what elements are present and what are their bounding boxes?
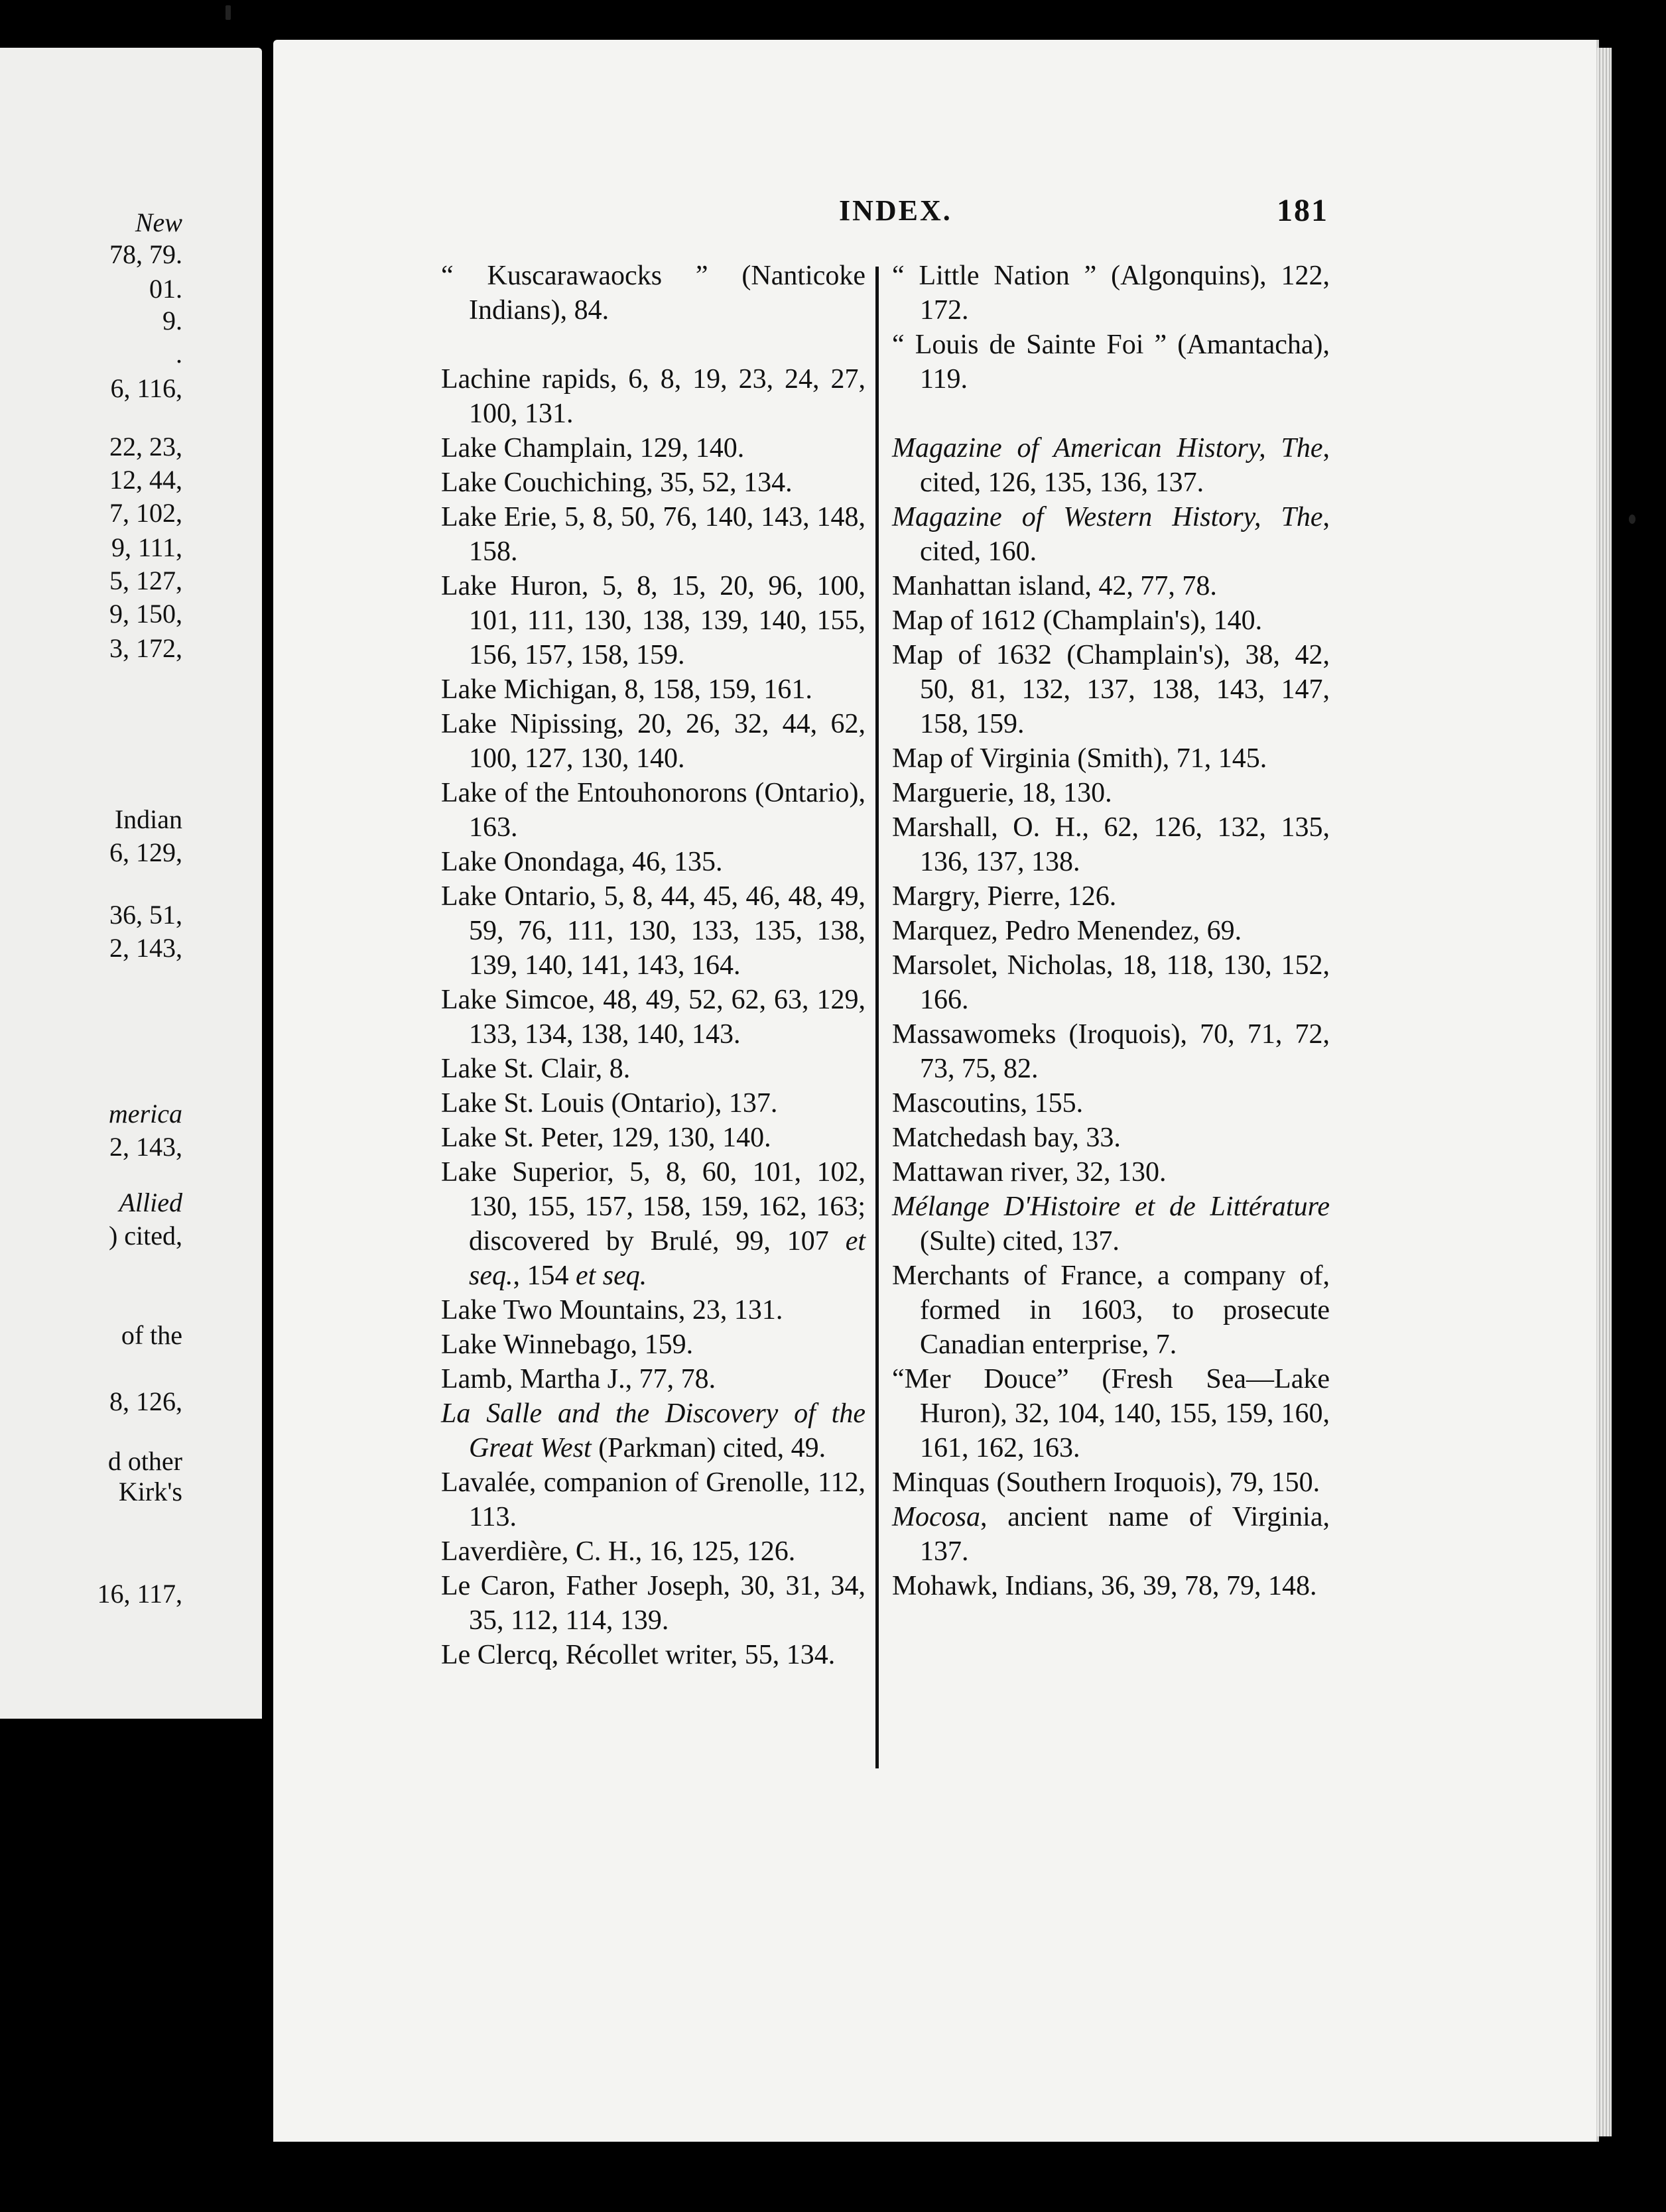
index-entry — [892, 1086, 1330, 1121]
index-entry-text: Mohawk, Indians, 36, 39, 78, 79, 148. — [892, 1571, 1317, 1601]
index-entry-text: Lake Champlain, 129, 140. — [441, 433, 745, 463]
facing-page-text: 6, 116, — [110, 373, 182, 403]
running-head: INDEX. — [839, 194, 952, 227]
index-entry-text: Magazine of American History, The — [892, 433, 1323, 463]
index-entry — [892, 741, 1330, 776]
index-entry — [892, 638, 1330, 741]
index-entry — [441, 672, 865, 707]
index-entry-text: et seq. — [469, 1226, 865, 1291]
facing-page-text: . — [176, 339, 182, 369]
index-entry — [892, 1259, 1330, 1362]
index-entry-text: Margry, Pierre, 126. — [892, 881, 1117, 912]
index-entry — [441, 1155, 865, 1293]
index-entry-text: Marquez, Pedro Menendez, 69. — [892, 916, 1242, 946]
index-entry-text: et seq. — [576, 1260, 647, 1291]
index-entry — [441, 259, 865, 328]
index-entry-text: (Parkman) cited, 49. — [591, 1433, 826, 1463]
index-entry — [892, 1569, 1330, 1603]
index-entry-text: Le Clercq, Récollet writer, 55, 134. — [441, 1640, 836, 1670]
index-entry-text: Lamb, Martha J., 77, 78. — [441, 1364, 716, 1394]
index-entry — [441, 1396, 865, 1465]
index-entry-text: Lake Couchiching, 35, 52, 134. — [441, 467, 793, 498]
column-divider — [875, 267, 879, 1768]
facing-page-text: 2, 143, — [109, 933, 182, 963]
index-entry-text: “ Louis de Sainte Foi ” (Amantacha), 119. — [892, 330, 1330, 395]
print-speck — [1629, 515, 1635, 524]
index-entry — [441, 465, 865, 500]
index-entry — [892, 328, 1330, 397]
facing-page-text: Allied — [119, 1188, 182, 1217]
print-speck — [225, 5, 231, 20]
index-entry — [892, 1190, 1330, 1259]
index-entry — [892, 1362, 1330, 1465]
facing-page-text: of the — [121, 1320, 182, 1350]
index-entry-text: Lake Simcoe, 48, 49, 52, 62, 63, 129, 133, 134, 138, 140, 143. — [441, 985, 865, 1050]
facing-page-text: ) cited, — [108, 1221, 182, 1251]
facing-page-fragment — [0, 48, 262, 1719]
index-entry — [892, 1017, 1330, 1086]
index-entry-text: Mascoutins, 155. — [892, 1088, 1084, 1119]
index-entry-text: , ancient name of Virginia, 137. — [920, 1502, 1330, 1567]
index-entry — [892, 259, 1330, 328]
index-entry — [441, 1465, 865, 1534]
index-entry-text: Marsolet, Nicholas, 18, 118, 130, 152, 166. — [892, 950, 1330, 1015]
index-entry-text: Lake St. Peter, 129, 130, 140. — [441, 1123, 771, 1153]
facing-page-text: Kirk's — [118, 1477, 182, 1506]
index-entry-text: , cited, 126, 135, 136, 137. — [920, 433, 1330, 498]
index-entry-text: “Mer Douce” (Fresh Sea—Lake Huron), 32, 104, 140, 155, 159, 160, 161, 162, 163. — [892, 1364, 1330, 1463]
index-entry — [441, 1569, 865, 1638]
index-entry-text: Lake Winnebago, 159. — [441, 1329, 694, 1360]
index-entry — [441, 1086, 865, 1121]
index-entry-text: Laverdière, C. H., 16, 125, 126. — [441, 1536, 796, 1567]
facing-page-text: 7, 102, — [109, 498, 182, 528]
index-entry — [441, 1293, 865, 1327]
index-entry-text: “ Kuscarawaocks ” (Nanticoke Indians), 84. — [441, 261, 865, 326]
index-entry-text: Marguerie, 18, 130. — [892, 778, 1112, 808]
index-entry-text: Minquas (Southern Iroquois), 79, 150. — [892, 1467, 1320, 1498]
facing-page-text: New — [135, 208, 182, 237]
index-entry — [441, 879, 865, 983]
index-entry-text: Lake St. Louis (Ontario), 137. — [441, 1088, 778, 1119]
index-entry — [892, 948, 1330, 1017]
index-entry-text: Merchants of France, a company of, formed in 1603, to prosecute Canadian enterprise, 7. — [892, 1260, 1330, 1360]
facing-page-text: 8, 126, — [109, 1386, 182, 1416]
facing-page-text: merica — [108, 1099, 182, 1129]
facing-page-text: 78, 79. — [109, 239, 182, 269]
index-entry — [892, 810, 1330, 879]
index-column-right — [892, 259, 1330, 1603]
index-entry — [441, 500, 865, 569]
facing-page-text: 16, 117, — [97, 1579, 182, 1609]
index-entry — [892, 914, 1330, 948]
index-entry-text: (Sulte) cited, 137. — [920, 1226, 1120, 1257]
facing-page-text: 22, 23, — [109, 432, 182, 461]
index-entry-text: Lake of the Entouhonorons (Ontario), 163. — [441, 778, 865, 843]
index-entry-text: Lake Nipissing, 20, 26, 32, 44, 62, 100, 127, 130, 140. — [441, 709, 865, 774]
index-entry-text: Lachine rapids, 6, 8, 19, 23, 24, 27, 100, 131. — [441, 364, 865, 429]
page-edge — [1597, 48, 1612, 2136]
index-entry-text: Map of 1632 (Champlain's), 38, 42, 50, 81, 132, 137, 138, 143, 147, 158, 159. — [892, 640, 1330, 739]
index-entry-text: , 154 — [513, 1260, 576, 1291]
facing-page-text: 3, 172, — [109, 633, 182, 663]
index-entry — [441, 1638, 865, 1672]
index-entry — [441, 707, 865, 776]
facing-page-text: 01. — [149, 274, 182, 304]
index-column-left — [441, 259, 865, 1672]
index-entry — [892, 1500, 1330, 1569]
index-entry-text: Lavalée, companion of Grenolle, 112, 113. — [441, 1467, 865, 1532]
index-entry-text: Matchedash bay, 33. — [892, 1123, 1121, 1153]
index-entry-text: Magazine of Western History, The — [892, 502, 1323, 532]
facing-page-text: 36, 51, — [109, 900, 182, 930]
index-entry-text: Lake Superior, 5, 8, 60, 101, 102, 130, 155, 157, 158, 159, 162, 163; discovered by Brulé, 99, 107 — [441, 1157, 865, 1257]
page-number: 181 — [1277, 193, 1328, 228]
facing-page-text: 9, 111, — [111, 532, 182, 562]
index-entry-text: Lake Onondaga, 46, 135. — [441, 847, 723, 877]
index-entry-text: Map of 1612 (Champlain's), 140. — [892, 605, 1263, 636]
facing-page-text: d other — [107, 1446, 182, 1476]
index-entry — [892, 603, 1330, 638]
index-entry-text: Lake Huron, 5, 8, 15, 20, 96, 100, 101, 111, 130, 138, 139, 140, 155, 156, 157, 158, 159. — [441, 571, 865, 670]
index-entry — [441, 983, 865, 1052]
index-entry — [441, 1121, 865, 1155]
index-entry-text: “ Little Nation ” (Algonquins), 122, 172. — [892, 261, 1330, 326]
index-entry — [441, 362, 865, 431]
facing-page-text: 2, 143, — [109, 1132, 182, 1162]
index-entry-text: Le Caron, Father Joseph, 30, 31, 34, 35, 112, 114, 139. — [441, 1571, 865, 1636]
index-entry-text: Manhattan island, 42, 77, 78. — [892, 571, 1217, 601]
index-entry-text: Lake Ontario, 5, 8, 44, 45, 46, 48, 49, 59, 76, 111, 130, 133, 135, 138, 139, 140, 141, 143, 164. — [441, 881, 865, 981]
index-entry — [892, 569, 1330, 603]
facing-page-text: 9, 150, — [109, 599, 182, 629]
index-entry — [892, 1121, 1330, 1155]
index-entry-text: Lake St. Clair, 8. — [441, 1054, 631, 1084]
index-entry — [892, 1465, 1330, 1500]
index-entry — [441, 1362, 865, 1396]
facing-page-text: 12, 44, — [109, 465, 182, 495]
facing-page-text: 5, 127, — [109, 566, 182, 595]
index-entry — [441, 431, 865, 465]
index-entry-text: Marshall, O. H., 62, 126, 132, 135, 136, 137, 138. — [892, 812, 1330, 877]
facing-page-text: Indian — [114, 804, 182, 834]
index-entry-text: Mélange D'Histoire et de Littérature — [892, 1192, 1330, 1222]
index-entry — [892, 776, 1330, 810]
index-entry-text: Lake Two Mountains, 23, 131. — [441, 1295, 783, 1325]
index-entry-text: Lake Michigan, 8, 158, 159, 161. — [441, 674, 812, 705]
index-entry-text: Map of Virginia (Smith), 71, 145. — [892, 743, 1267, 774]
index-entry — [441, 776, 865, 845]
index-entry-text: Mattawan river, 32, 130. — [892, 1157, 1167, 1188]
index-entry — [441, 1052, 865, 1086]
index-entry-text: Lake Erie, 5, 8, 50, 76, 140, 143, 148, 158. — [441, 502, 865, 567]
index-entry — [892, 1155, 1330, 1190]
index-entry — [892, 500, 1330, 569]
index-entry-text: Mocosa — [892, 1502, 980, 1532]
facing-page-text: 6, 129, — [109, 837, 182, 867]
index-entry — [441, 845, 865, 879]
index-entry-text: La Salle and the Discovery of the Great West — [441, 1398, 865, 1463]
facing-page-text: 9. — [162, 306, 182, 336]
index-entry-text: Massawomeks (Iroquois), 70, 71, 72, 73, 75, 82. — [892, 1019, 1330, 1084]
index-entry — [441, 1327, 865, 1362]
index-entry — [892, 431, 1330, 500]
index-entry-text: , cited, 160. — [920, 502, 1330, 567]
index-entry — [441, 1534, 865, 1569]
index-entry — [441, 569, 865, 672]
index-entry — [892, 879, 1330, 914]
